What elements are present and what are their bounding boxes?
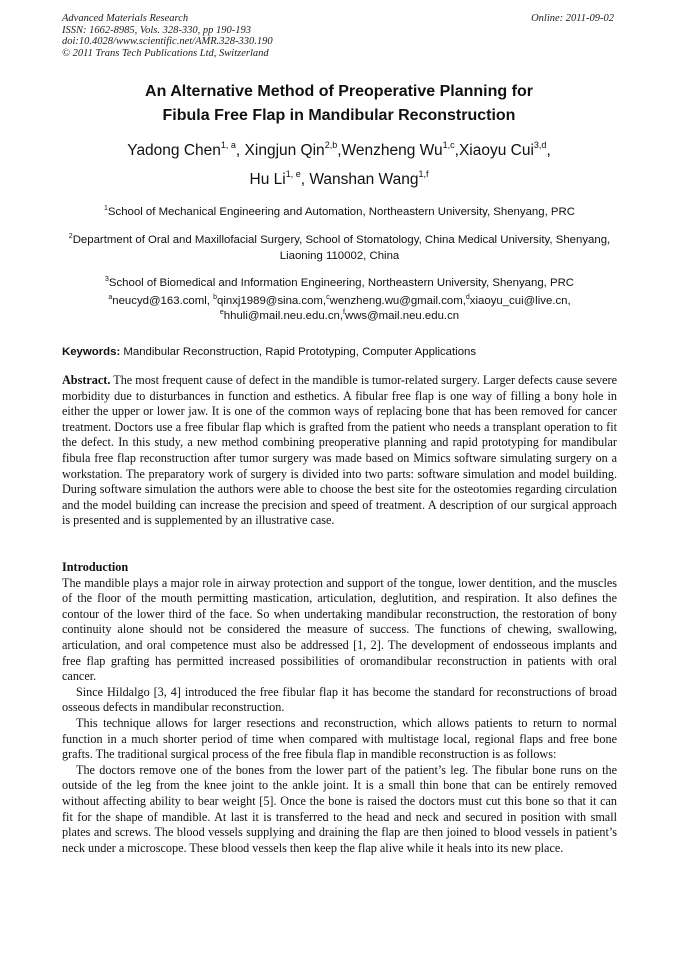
affiliation-3 xyxy=(62,275,617,291)
abstract-label: Abstract. xyxy=(62,373,111,387)
author-affil-sup: 3,d xyxy=(533,140,547,150)
paper-title xyxy=(40,80,638,128)
intro-paragraph-2: Since Hildalgo [3, 4] introduced the free fibular flap it has become the standard for reconstructions of broad osseous defects in mandibular reconstruction. xyxy=(62,684,617,715)
title-line-1: An Alternative Method of Preoperative Planning for xyxy=(145,83,533,100)
affiliation-number: 2 xyxy=(68,233,73,240)
email-address: wws@mail.neu.edu.cn xyxy=(344,310,460,322)
affiliation-1 xyxy=(62,204,617,220)
keywords-text: Mandibular Reconstruction, Rapid Prototyping, Computer Applications xyxy=(120,346,477,358)
email-sup: f xyxy=(343,309,345,316)
introduction-heading: Introduction xyxy=(62,560,129,574)
email-address: neucyd@163.coml, xyxy=(112,295,214,307)
affiliation-text: School of Biomedical and Information Engineering, Northeastern University, Shenyang, PRC xyxy=(108,277,575,289)
affiliation-text: School of Mechanical Engineering and Automation, Northeastern University, Shenyang, PRC xyxy=(107,206,575,218)
keywords xyxy=(62,345,617,360)
author-line-2 xyxy=(40,165,638,194)
author-affil-sup: 2,b xyxy=(324,140,338,150)
email-sup: d xyxy=(465,294,470,301)
author-separator: , xyxy=(300,171,310,188)
online-date-text: Online: 2011-09-02 xyxy=(531,13,614,24)
author-separator: , xyxy=(235,142,245,159)
author-affil-sup: 1, e xyxy=(285,169,301,179)
author-name: Yadong Chen xyxy=(127,142,221,159)
email-address: wenzheng.wu@gmail.com, xyxy=(329,295,466,307)
abstract xyxy=(62,373,617,529)
author-separator: , xyxy=(337,142,342,159)
author-name: Hu Li xyxy=(249,171,286,188)
author-list xyxy=(40,136,638,194)
affiliation-2 xyxy=(62,232,617,264)
keywords-label: Keywords: xyxy=(62,346,121,358)
abstract-text: The most frequent cause of defect in the mandible is tumor-related surgery. Larger defects cause severe morbidity due to disturbances in function and esthetics. A fibular free flap is one way of filling a bony hole in either the upper or lower jaw. It is one of the common ways of replacing bone that has been removed for cancer treatment. Doctors use a free fibular flap which is grafted from the patient who needs a transplant operation to fit the defect. In this study, a new method combining preoperative planning and rapid prototyping for mandibular fibula free flap reconstruction after tumor surgery was made based on Mimics software simulating surgery on a workstation. The preparatory work of surgery is divided into two parts: software simulation and model building. During software simulation the authors were able to choose the best site for the osteotomies regarding circulation and the model building can increase the precision and speed of treatment. A description of our surgical approach is presented and is supplemented by an illustrative case. xyxy=(62,373,617,528)
author-name: Wenzheng Wu xyxy=(341,142,443,159)
author-name: Wanshan Wang xyxy=(309,171,419,188)
author-affil-sup: 1,c xyxy=(442,140,455,150)
journal-name: Advanced Materials Research xyxy=(62,13,189,24)
email-address: xiaoyu_cui@live.cn, xyxy=(469,295,571,307)
email-address: qinxj1989@sina.com, xyxy=(217,295,327,307)
title-line-2: Fibula Free Flap in Mandibular Reconstruction xyxy=(162,107,516,124)
issn-line: ISSN: 1662-8985, Vols. 328-330, pp 190-193 xyxy=(62,24,251,36)
author-affil-sup: 1, a xyxy=(220,140,236,150)
intro-paragraph-1: The mandible plays a major role in airway protection and support of the tongue, lower dentition, and the muscles of the floor of the mouth permitting mastication, articulation, deglutition, and respiration. It also defines the contour of the lower third of the face. So when undertaking mandibular reconstruction, the restoration of bony continuity alone should not be considered the measure of success. The functions of chewing, swallowing, articulation, and oral competence must also be addressed [1, 2]. The development of endosseous implants and free flap grafting has permitted increased possibilities of oromandibular reconstruction in patients with oral cancer. xyxy=(62,575,617,684)
email-sup: c xyxy=(326,294,330,301)
affiliation-number: 3 xyxy=(104,276,109,283)
journal-header xyxy=(62,13,273,59)
copyright-line: © 2011 Trans Tech Publications Ltd, Switzerland xyxy=(62,47,269,59)
author-separator: , xyxy=(546,142,551,159)
intro-paragraph-4: The doctors remove one of the bones from the lower part of the patient’s leg. The fibular bone runs on the outside of the leg from the knee joint to the ankle joint. It is a small thin bone that can be entirely removed without affecting ability to bear weight [5]. Once the bone is raised the doctors must cut this bone so that it can fit for the shape of mandible. At last it is transferred to the head and neck and secured in position with small plates and screws. The blood vessels supplying and draining the flap are then joined to blood vessels in patient’s neck under a microscope. These blood vessels then keep the flap alive while it heals into its new place. xyxy=(62,762,617,855)
doi-line: doi:10.4028/www.scientific.net/AMR.328-330.190 xyxy=(62,36,273,47)
introduction-section xyxy=(62,560,617,856)
author-name: Xiaoyu Cui xyxy=(458,142,534,159)
affiliation-number: 1 xyxy=(104,205,108,212)
author-affil-sup: 1,f xyxy=(418,169,429,179)
affiliation-text: Department of Oral and Maxillofacial Surgery, School of Stomatology, China Medical University, Shenyang, Liaoning 110002, China xyxy=(72,234,611,262)
author-emails xyxy=(62,294,617,324)
email-sup: a xyxy=(108,294,113,301)
author-separator: , xyxy=(454,142,459,159)
email-sup: e xyxy=(219,309,224,316)
email-sup: b xyxy=(213,294,218,301)
intro-paragraph-3: This technique allows for larger resections and reconstruction, which allows patients to return to normal function in a much shorter period of time when compared with multistage local, regional flaps and free bone grafts. The traditional surgical process of the free fibula flap in mandible reconstruction is as follows: xyxy=(62,715,617,762)
online-date xyxy=(531,13,614,25)
author-line-1 xyxy=(40,136,638,165)
author-name: Xingjun Qin xyxy=(244,142,325,159)
email-address: hhuli@mail.neu.edu.cn, xyxy=(223,310,344,322)
